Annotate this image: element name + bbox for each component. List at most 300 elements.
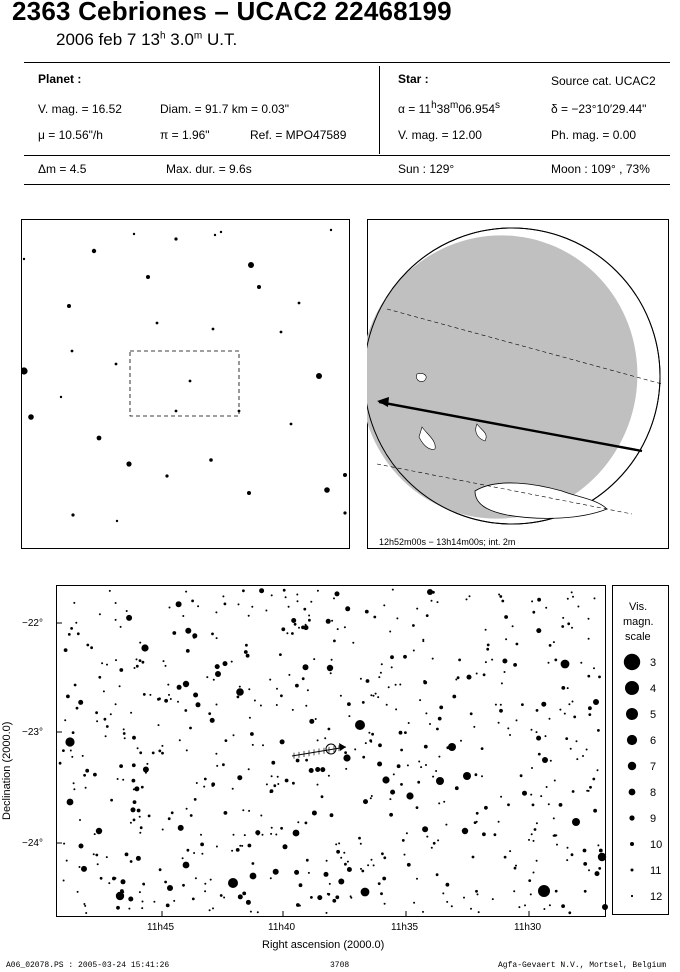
field-star	[296, 759, 300, 763]
field-star	[146, 763, 148, 765]
field-star	[467, 675, 472, 680]
field-star	[295, 684, 299, 688]
header-mid-rule	[24, 155, 670, 156]
field-star	[338, 879, 344, 885]
field-star	[179, 739, 181, 741]
field-star	[114, 877, 116, 879]
field-star	[142, 661, 145, 664]
field-star	[167, 885, 173, 891]
field-star	[559, 709, 561, 711]
field-star	[344, 751, 347, 754]
field-star	[584, 890, 587, 893]
field-star	[75, 622, 77, 624]
field-star	[260, 705, 262, 707]
field-star	[209, 909, 211, 911]
finder-star	[247, 491, 251, 495]
field-star	[546, 786, 548, 788]
field-star	[481, 775, 483, 777]
field-star	[225, 739, 228, 742]
field-star	[536, 736, 541, 741]
field-star	[105, 735, 107, 737]
field-star	[368, 732, 370, 734]
star-chart-frame	[57, 586, 606, 917]
field-star	[507, 727, 509, 729]
finder-star	[174, 237, 177, 240]
finder-star	[290, 423, 293, 426]
field-star	[554, 780, 556, 782]
field-star	[571, 627, 573, 629]
field-star	[130, 712, 132, 714]
scale-magnitude-label: 6	[650, 735, 657, 747]
field-star	[570, 748, 572, 750]
field-star	[370, 694, 372, 696]
field-star	[67, 799, 74, 806]
field-star	[292, 709, 294, 711]
field-star	[571, 591, 573, 593]
field-star	[266, 783, 268, 785]
field-star	[361, 888, 370, 897]
y-tick-label: −23°	[22, 727, 43, 738]
field-star	[119, 764, 123, 768]
finder-star	[214, 234, 216, 236]
field-star	[553, 835, 555, 837]
field-star	[64, 719, 66, 721]
field-star	[518, 906, 520, 908]
field-star	[72, 731, 75, 734]
field-star	[228, 878, 238, 888]
field-star	[231, 850, 233, 852]
field-star	[161, 745, 163, 747]
field-star	[486, 648, 489, 651]
field-star	[422, 826, 428, 832]
field-star	[115, 703, 117, 705]
field-star	[139, 659, 142, 662]
field-star	[182, 884, 185, 887]
sun-elongation: Sun : 129°	[398, 162, 455, 176]
field-star	[520, 774, 523, 777]
field-star	[139, 816, 141, 818]
field-star	[501, 600, 504, 603]
field-star	[380, 672, 382, 674]
field-star	[381, 663, 383, 665]
field-star	[153, 901, 155, 903]
field-star	[66, 860, 68, 862]
field-star	[134, 786, 139, 791]
field-star	[271, 761, 275, 765]
field-star	[540, 795, 542, 797]
field-star	[460, 740, 462, 742]
field-star	[513, 890, 515, 892]
field-star	[236, 848, 240, 852]
finder-star	[330, 229, 332, 231]
field-star	[417, 781, 420, 784]
finder-star	[115, 363, 118, 366]
field-star	[125, 853, 129, 857]
field-star	[194, 798, 197, 801]
field-star	[116, 906, 120, 910]
field-star	[436, 728, 439, 731]
field-star	[446, 901, 448, 903]
field-star	[252, 744, 254, 746]
field-star	[375, 693, 377, 695]
field-star	[548, 803, 550, 805]
field-star	[598, 867, 601, 870]
field-star	[281, 627, 285, 631]
field-star	[271, 594, 273, 596]
finder-star	[23, 258, 25, 260]
field-star	[361, 870, 364, 873]
field-star	[324, 872, 329, 877]
field-star	[101, 662, 103, 664]
field-star	[313, 658, 315, 660]
field-star	[494, 833, 497, 836]
field-star	[305, 705, 307, 707]
finder-frame	[22, 220, 350, 549]
field-star	[329, 883, 331, 885]
field-star	[73, 788, 75, 790]
field-star	[136, 658, 138, 660]
field-star	[237, 696, 240, 699]
field-star	[423, 681, 427, 685]
field-star	[370, 797, 372, 799]
field-star	[362, 701, 365, 704]
field-star	[395, 708, 397, 710]
field-star	[262, 834, 264, 836]
finder-star	[189, 380, 192, 383]
field-star	[128, 897, 133, 902]
field-star	[476, 812, 479, 815]
field-star	[463, 772, 471, 780]
field-star	[482, 832, 486, 836]
field-star	[384, 903, 386, 905]
field-star	[559, 803, 563, 807]
star-vmag: V. mag. = 12.00	[398, 128, 482, 142]
field-star	[124, 737, 126, 739]
field-star	[335, 895, 339, 899]
field-star	[577, 606, 579, 608]
scale-magnitude-label: 9	[650, 813, 657, 825]
field-star	[294, 623, 297, 626]
field-star	[350, 897, 352, 899]
field-star	[215, 611, 217, 613]
field-star	[81, 866, 87, 872]
field-star	[377, 762, 382, 767]
field-star	[383, 856, 386, 859]
field-star	[95, 854, 98, 857]
field-star	[326, 619, 331, 624]
finder-star	[60, 396, 62, 398]
field-star	[216, 765, 218, 767]
field-star	[328, 728, 331, 731]
field-star	[100, 877, 103, 880]
field-star	[331, 659, 333, 661]
field-star	[553, 817, 555, 819]
field-star	[326, 912, 328, 914]
field-star	[476, 821, 478, 823]
field-star	[273, 869, 279, 875]
field-star	[389, 631, 391, 633]
footer-publisher: Agfa-Gevaert N.V., Mortsel, Belgium	[498, 961, 667, 970]
field-star	[280, 694, 283, 697]
star-photo-mag: Ph. mag. = 0.00	[551, 128, 637, 142]
field-star	[345, 606, 350, 611]
scale-magnitude-label: 8	[650, 787, 657, 799]
field-star	[397, 764, 401, 768]
field-star	[250, 873, 257, 880]
field-star	[185, 591, 187, 593]
star-source-catalog: Source cat. UCAC2	[551, 74, 656, 88]
field-star	[224, 811, 228, 815]
field-star	[435, 770, 437, 772]
field-star	[416, 878, 418, 880]
field-star	[586, 749, 588, 751]
field-star	[588, 869, 590, 871]
field-star	[561, 660, 570, 669]
field-star	[561, 904, 565, 908]
field-star	[592, 778, 595, 781]
field-star	[462, 830, 464, 832]
field-star	[455, 786, 459, 790]
field-star	[528, 879, 531, 882]
field-star	[254, 700, 256, 702]
field-star	[215, 753, 217, 755]
field-star	[94, 833, 96, 835]
field-star	[448, 743, 456, 751]
field-star	[331, 620, 333, 622]
field-star	[583, 849, 587, 853]
field-star	[568, 703, 570, 705]
field-star	[315, 767, 320, 772]
field-star	[528, 839, 530, 841]
field-star	[400, 749, 403, 752]
field-star	[389, 798, 391, 800]
field-star	[343, 754, 350, 761]
field-star	[177, 685, 182, 690]
field-star	[204, 778, 207, 781]
field-star	[196, 782, 198, 784]
field-star	[59, 762, 62, 765]
field-star	[182, 857, 184, 859]
star-right-ascension: $\alpha = 11^h38^m06.954^s$	[398, 100, 501, 116]
field-star	[292, 782, 295, 785]
field-star	[598, 676, 601, 679]
field-star	[377, 696, 379, 698]
field-star	[487, 644, 490, 647]
field-star	[458, 659, 461, 662]
scale-dot	[631, 895, 633, 897]
field-star	[77, 891, 79, 893]
scale-magnitude-label: 10	[650, 839, 663, 851]
page-title: 2363 Cebriones – UCAC2 22468199	[12, 0, 452, 26]
field-star	[466, 598, 468, 600]
field-star	[505, 638, 507, 640]
finder-star	[212, 328, 215, 331]
field-star	[553, 641, 555, 643]
field-star	[416, 806, 419, 809]
finder-star	[257, 285, 261, 289]
field-star	[436, 873, 439, 876]
field-star	[416, 608, 418, 610]
header-divider	[379, 66, 380, 154]
field-star	[93, 773, 97, 777]
field-star	[215, 664, 220, 669]
field-star	[277, 783, 279, 785]
field-star	[115, 602, 117, 604]
field-star	[340, 695, 342, 697]
field-star	[82, 755, 84, 757]
finder-star	[67, 304, 71, 308]
field-star	[204, 883, 206, 885]
field-star	[248, 688, 250, 690]
field-star	[392, 589, 394, 591]
field-star	[216, 637, 218, 639]
field-star	[238, 603, 240, 605]
field-star	[248, 810, 250, 812]
field-star	[360, 868, 362, 870]
field-star	[68, 633, 71, 636]
field-star	[73, 782, 75, 784]
field-star	[193, 852, 195, 854]
field-star	[536, 628, 541, 633]
field-star	[499, 709, 503, 713]
field-star	[136, 665, 139, 668]
field-star	[531, 729, 533, 731]
field-star	[390, 790, 395, 795]
field-star	[132, 736, 136, 740]
field-star	[373, 616, 376, 619]
field-star	[395, 684, 397, 686]
field-star	[452, 695, 456, 699]
finder-star	[92, 249, 96, 253]
field-star	[84, 905, 86, 907]
field-star	[343, 852, 345, 854]
scale-magnitude-label: 3	[650, 657, 657, 669]
field-star	[283, 589, 286, 592]
planet-reference: Ref. = MPO47589	[250, 128, 347, 142]
field-star	[327, 893, 329, 895]
field-star	[158, 724, 160, 726]
field-star	[588, 638, 590, 640]
field-star	[119, 685, 121, 687]
field-star	[99, 613, 101, 615]
field-star	[190, 814, 193, 817]
field-star	[79, 819, 81, 821]
scale-title: scale	[625, 631, 651, 643]
field-star	[533, 840, 535, 842]
field-star	[308, 615, 310, 617]
star-heading: Star :	[398, 72, 429, 86]
field-star	[90, 646, 93, 649]
field-star	[294, 870, 299, 875]
field-star	[117, 778, 119, 780]
field-star	[469, 595, 471, 597]
field-star	[572, 701, 574, 703]
field-star	[593, 699, 599, 705]
x-axis-label: Right ascension (2000.0)	[262, 939, 385, 951]
field-star	[562, 617, 564, 619]
field-star	[594, 597, 596, 599]
field-star	[66, 695, 70, 699]
field-star	[299, 905, 301, 907]
field-star	[400, 783, 403, 786]
field-star	[139, 832, 141, 834]
field-star	[273, 784, 276, 787]
field-star	[500, 796, 502, 798]
field-star	[437, 839, 439, 841]
field-star	[483, 673, 486, 676]
field-star	[208, 712, 211, 715]
field-star	[422, 911, 424, 913]
field-star	[270, 789, 274, 793]
field-star	[123, 728, 125, 730]
field-star	[565, 737, 568, 740]
field-star	[64, 648, 68, 652]
field-star	[571, 853, 574, 856]
field-star	[303, 608, 306, 611]
field-star	[457, 676, 460, 679]
field-star	[538, 885, 550, 897]
field-star	[418, 761, 420, 763]
field-star	[564, 713, 566, 715]
field-star	[133, 819, 136, 822]
field-star	[79, 866, 81, 868]
field-star	[277, 776, 279, 778]
finder-star	[146, 275, 150, 279]
footer-page-number: 3708	[330, 961, 350, 970]
field-star	[141, 786, 144, 789]
field-star	[556, 844, 558, 846]
field-star	[299, 883, 303, 887]
field-star	[152, 752, 155, 755]
field-star	[373, 864, 375, 866]
field-star	[186, 808, 188, 810]
field-star	[588, 713, 591, 716]
finder-star	[165, 474, 168, 477]
field-star	[108, 882, 110, 884]
field-star	[328, 775, 330, 777]
field-star	[383, 604, 385, 606]
field-star	[168, 817, 171, 820]
field-star	[193, 693, 198, 698]
field-star	[475, 890, 478, 893]
field-star	[530, 893, 532, 895]
field-star	[63, 880, 65, 882]
finder-star	[97, 436, 102, 441]
field-star	[352, 642, 354, 644]
scale-dot	[624, 654, 640, 670]
finder-star	[298, 302, 301, 305]
field-star	[70, 627, 73, 630]
field-star	[303, 664, 309, 670]
scale-dot	[626, 708, 638, 720]
field-star	[177, 701, 179, 703]
field-star	[485, 629, 487, 631]
field-star	[123, 732, 126, 735]
field-star	[171, 811, 174, 814]
field-star	[593, 809, 597, 813]
field-star	[142, 883, 145, 886]
field-star	[365, 610, 369, 614]
field-star	[164, 881, 167, 884]
field-star	[407, 764, 409, 766]
field-star	[192, 898, 195, 901]
field-star	[588, 706, 592, 710]
finder-star	[116, 520, 118, 522]
field-star	[597, 844, 599, 846]
field-star	[438, 802, 440, 804]
field-star	[404, 854, 406, 856]
field-star	[548, 662, 550, 664]
